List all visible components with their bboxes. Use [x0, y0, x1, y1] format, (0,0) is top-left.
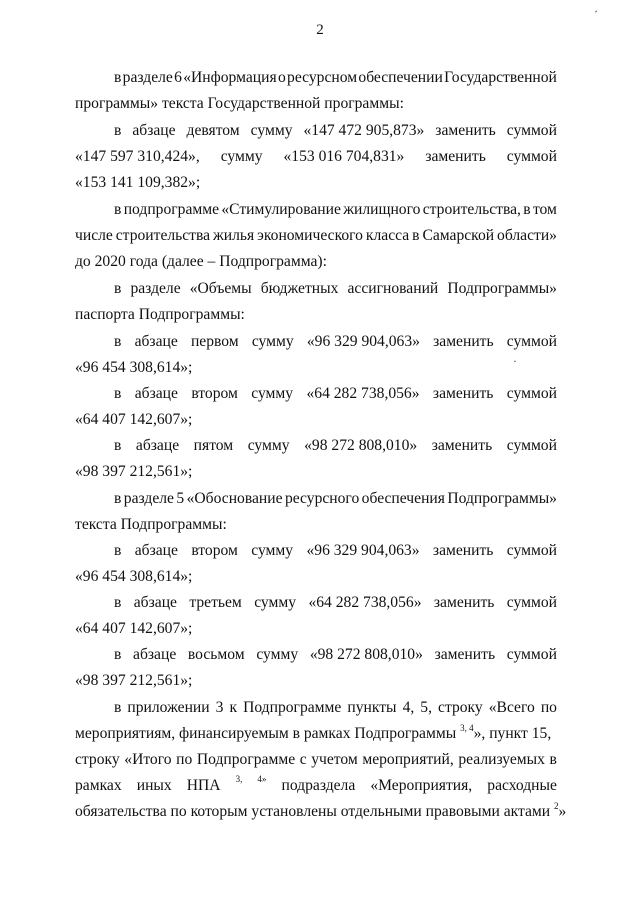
paragraph-line: «96 454 308,614»;: [75, 568, 193, 585]
word: втором: [191, 542, 238, 559]
word: к: [229, 699, 238, 716]
word: 4,: [402, 699, 415, 716]
word: сумму: [254, 594, 297, 611]
word: строительства,: [422, 201, 521, 218]
word: восьмом: [187, 646, 245, 663]
word: в: [114, 385, 122, 402]
paragraph-line: паспорта Подпрограммы:: [75, 306, 245, 323]
paragraph-first-line: [114, 541, 557, 561]
word: абзаце: [134, 385, 178, 402]
word: в: [114, 437, 122, 454]
word: «Итого: [124, 751, 172, 768]
word: заменить: [435, 122, 496, 139]
word: разделе: [123, 490, 174, 507]
paragraph-line: «96 454 308,614»;: [75, 359, 193, 376]
word: сумму: [251, 542, 294, 559]
word: сумму: [251, 385, 294, 402]
word: Самарской: [422, 227, 495, 244]
word: суммой: [506, 385, 557, 402]
paragraph-first-line: [114, 436, 557, 456]
paragraph-line: «64 407 142,607»;: [75, 411, 193, 428]
word: в: [523, 201, 531, 218]
paragraph-first-line: [114, 332, 557, 352]
word: в: [114, 122, 122, 139]
word: пятом: [193, 437, 234, 454]
word: «Стимулирование: [221, 201, 341, 218]
word: третьем: [189, 594, 242, 611]
word: ресурсном: [287, 69, 358, 86]
word: бюджетных: [260, 280, 339, 297]
word: пункты: [347, 699, 397, 716]
paragraph-line: [75, 147, 557, 167]
paragraph-line: «153 141 109,382»;: [75, 174, 201, 191]
word: разделе: [130, 280, 181, 297]
paragraph-line: текста Подпрограммы:: [75, 516, 227, 533]
word: в: [114, 699, 122, 716]
word: том: [532, 201, 557, 218]
word: «96 329 904,063»: [306, 333, 420, 350]
word: в: [114, 490, 122, 507]
word: «64 282 738,056»: [306, 385, 420, 402]
word: заменить: [432, 385, 494, 402]
word: 3: [215, 699, 224, 716]
word: 5: [176, 490, 185, 507]
word: «98 272 808,010»: [309, 646, 423, 663]
word: ресурсного: [284, 490, 360, 507]
word: с: [299, 751, 307, 768]
word: Подпрограммы»: [447, 280, 557, 297]
word: суммой: [506, 122, 557, 139]
word: разделе: [122, 69, 173, 86]
word: в: [114, 69, 122, 86]
word: учетом: [311, 751, 358, 768]
scan-speck: ·: [513, 354, 517, 368]
paragraph-line: [75, 750, 557, 770]
word: заменить: [433, 333, 494, 350]
word: области»: [497, 227, 557, 244]
text-fragment: мероприятиям, финансируемым в рамках Подпрограммы: [75, 725, 461, 742]
word: 5,: [420, 699, 432, 716]
word: в: [549, 751, 557, 768]
paragraph-first-line: [114, 121, 557, 141]
word: заменить: [425, 148, 486, 165]
text-fragment: », пункт 15,: [473, 725, 552, 742]
page-number: 2: [316, 22, 324, 38]
word: в: [114, 646, 122, 663]
word: класса: [365, 227, 410, 244]
word: сумму: [251, 333, 294, 350]
word: абзаце: [135, 437, 180, 454]
word: жилья: [213, 227, 255, 244]
word: сумму: [250, 122, 293, 139]
word: экономического: [257, 227, 363, 244]
word: строку: [438, 699, 483, 716]
word: сумму: [256, 646, 299, 663]
paragraph-line: [75, 226, 557, 246]
paragraph-line: «98 397 212,561»;: [75, 463, 193, 480]
word: суммой: [506, 333, 557, 350]
word: в: [412, 227, 420, 244]
word: ассигнований: [347, 280, 439, 297]
word: Государственной: [444, 69, 557, 86]
word: заменить: [433, 594, 495, 611]
text-fragment: обязательства по которым установлены отдельными правовыми актами: [75, 803, 555, 820]
word: абзаце: [133, 646, 177, 663]
word: «96 329 904,063»: [306, 542, 420, 559]
word: абзаце: [134, 542, 178, 559]
footnote-ref: 2: [554, 801, 559, 811]
word: в: [114, 542, 122, 559]
word: в: [114, 594, 122, 611]
scan-speck: ˊ: [594, 8, 598, 22]
word: мероприятий,: [362, 751, 454, 768]
word: строительства: [115, 227, 211, 244]
word: по: [176, 751, 193, 768]
word: «147 597 310,424»,: [75, 148, 200, 165]
paragraph-first-line: [114, 68, 557, 88]
word: абзаце: [133, 594, 177, 611]
paragraph-first-line: [114, 698, 557, 718]
word: о: [277, 69, 286, 86]
paragraph-line: [75, 724, 557, 744]
word: «98 272 808,010»: [304, 437, 418, 454]
word: первом: [190, 333, 239, 350]
paragraph-line: «64 407 142,607»;: [75, 620, 193, 637]
text-fragment: »: [558, 803, 567, 820]
word: «Объемы: [189, 280, 252, 297]
word: в: [114, 280, 122, 297]
word: обеспечении: [358, 69, 443, 86]
word: «Обоснование: [186, 490, 283, 507]
word: абзаце: [134, 333, 178, 350]
word: Подпрограмме: [196, 751, 296, 768]
word: жилищного: [343, 201, 421, 218]
paragraph-line: [75, 776, 557, 796]
word: суммой: [506, 594, 557, 611]
footnote-ref: 3, 4: [460, 723, 474, 733]
word: сумму: [220, 148, 263, 165]
word: по: [540, 699, 557, 716]
word: суммой: [506, 646, 557, 663]
word: Подпрограммы»: [447, 490, 557, 507]
word: абзаце: [132, 122, 176, 139]
word: рамках: [75, 777, 122, 794]
word: иных: [136, 777, 172, 794]
word: заменить: [432, 542, 494, 559]
word: в: [114, 201, 122, 218]
word: суммой: [506, 437, 557, 454]
word: «153 016 704,831»: [283, 148, 405, 165]
word: девятом: [186, 122, 240, 139]
word: 6: [174, 69, 182, 86]
word: суммой: [506, 148, 557, 165]
paragraph-first-line: [114, 489, 557, 509]
paragraph-line: программы» текста Государственной программы:: [75, 95, 404, 112]
word: в: [114, 333, 122, 350]
word: строку: [75, 751, 120, 768]
word: Подпрограмме: [243, 699, 342, 716]
word: «147 472 905,873»: [303, 122, 425, 139]
word: сумму: [247, 437, 290, 454]
word: заменить: [431, 437, 493, 454]
word: подраздела: [281, 777, 356, 794]
paragraph-first-line: [114, 645, 557, 665]
paragraph-line: до 2020 года (далее – Подпрограмма):: [75, 253, 327, 270]
word: «Мероприятия,: [370, 777, 473, 794]
paragraph-first-line: [114, 279, 557, 299]
paragraph-first-line: [114, 200, 557, 220]
word: обеспечения: [361, 490, 445, 507]
word: «64 282 738,056»: [308, 594, 422, 611]
word: заменить: [434, 646, 496, 663]
word: «Всего: [488, 699, 535, 716]
paragraph-first-line: [114, 384, 557, 404]
paragraph-line: [75, 801, 567, 822]
word: 4»: [257, 774, 267, 784]
word: НПА: [186, 777, 221, 794]
word: 3,: [235, 774, 243, 784]
word: числе: [75, 227, 113, 244]
word: «Информация: [183, 69, 277, 86]
paragraph-first-line: [114, 593, 557, 613]
word: приложении: [127, 699, 210, 716]
paragraph-line: «98 397 212,561»;: [75, 672, 193, 689]
word: суммой: [506, 542, 557, 559]
word: втором: [191, 385, 238, 402]
word: подпрограмме: [123, 201, 220, 218]
word: реализуемых: [458, 751, 545, 768]
word: расходные: [487, 777, 557, 794]
